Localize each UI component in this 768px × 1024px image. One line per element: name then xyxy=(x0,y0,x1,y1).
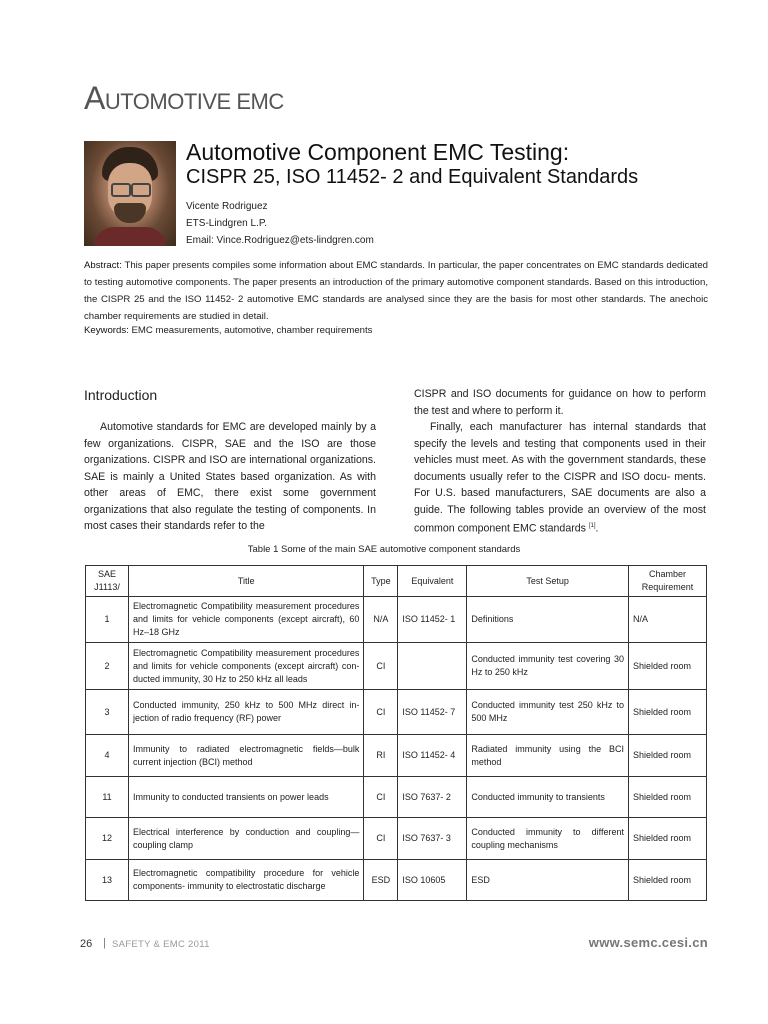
author-name: Vicente Rodriguez xyxy=(186,201,268,212)
abstract xyxy=(84,257,708,325)
col-header-equivalent: Equivalent xyxy=(398,566,467,597)
keywords-text: EMC measurements, automotive, chamber requirements xyxy=(128,325,373,336)
col-header-type: Type xyxy=(364,566,398,597)
cell-setup: Conducted immunity to different coupling mechanisms xyxy=(467,818,629,860)
cell-chamber: Shielded room xyxy=(629,735,707,777)
col-header-title: Title xyxy=(128,566,363,597)
cell-setup: Conducted immunity test 250 kHz to 500 MHz xyxy=(467,690,629,735)
table-row xyxy=(86,860,707,901)
cell-chamber: Shielded room xyxy=(629,777,707,818)
table-row xyxy=(86,597,707,643)
cell-equivalent: ISO 7637- 2 xyxy=(398,777,467,818)
table-row xyxy=(86,690,707,735)
cell-setup: ESD xyxy=(467,860,629,901)
cell-title: Electrical interference by conduction and coupling—coupling clamp xyxy=(128,818,363,860)
cell-setup: Definitions xyxy=(467,597,629,643)
paragraph: Automotive standards for EMC are developed mainly by a few organizations. CISPR, SAE and the ISO are those organizations. CISPR and ISO are international organizations. SAE is mainly a United States based organization. As with other areas of EMC, there exist some government organizations that also regulate the testing of components. In most cases their standards refer to the xyxy=(84,421,376,532)
abstract-text: This paper presents compiles some information about EMC standards. In particular, the paper concentrates on EMC standards dedicated to testing automotive components. The paper presents an introduction of the primary automotive component standards. Based on this introduction, the CISPR 25 and the ISO 11452- 2 automotive EMC standards are analysed since they are the basis for most other standards. The anechoic chamber requirements are studied in detail. xyxy=(84,260,708,322)
cell-type: ESD xyxy=(364,860,398,901)
cell-type: N/A xyxy=(364,597,398,643)
table-row xyxy=(86,777,707,818)
keywords xyxy=(84,322,708,339)
keywords-label: Keywords: xyxy=(84,325,129,336)
col-header-setup: Test Setup xyxy=(467,566,629,597)
cell-equivalent: ISO 11452- 4 xyxy=(398,735,467,777)
col-header-sae: SAE J1113/ xyxy=(86,566,129,597)
cell-type: CI xyxy=(364,818,398,860)
cell-sae: 4 xyxy=(86,735,129,777)
journal-name: SAFETY & EMC 2011 xyxy=(112,939,210,950)
cell-sae: 2 xyxy=(86,643,129,690)
paper-subtitle: CISPR 25, ISO 11452- 2 and Equivalent Standards xyxy=(186,166,639,188)
journal-url: www.semc.cesi.cn xyxy=(588,935,708,950)
cell-title: Immunity to conducted transients on power leads xyxy=(128,777,363,818)
cell-equivalent: ISO 10605 xyxy=(398,860,467,901)
table-row xyxy=(86,735,707,777)
cell-type: CI xyxy=(364,643,398,690)
cell-chamber: N/A xyxy=(629,597,707,643)
author-org: ETS-Lindgren L.P. xyxy=(186,218,267,229)
author-photo xyxy=(84,141,176,246)
cell-chamber: Shielded room xyxy=(629,860,707,901)
standards-table xyxy=(85,565,707,901)
cell-sae: 12 xyxy=(86,818,129,860)
cell-title: Electromagnetic Compatibility measurement procedures and limits for vehicle components (except aircraft), 60 Hz–18 GHz xyxy=(128,597,363,643)
citation: [1] xyxy=(588,523,596,529)
cell-type: CI xyxy=(364,777,398,818)
cell-setup: Conducted immunity test covering 30 Hz to 250 kHz xyxy=(467,643,629,690)
cell-equivalent xyxy=(398,643,467,690)
cell-equivalent: ISO 7637- 3 xyxy=(398,818,467,860)
cell-title: Conducted immunity, 250 kHz to 500 MHz direct in- jection of radio frequency (RF) power xyxy=(128,690,363,735)
paragraph: CISPR and ISO documents for guidance on how to perform the test and where to perform it. xyxy=(414,388,706,417)
cell-sae: 3 xyxy=(86,690,129,735)
section-heading: AUTOMOTIVE EMC xyxy=(84,80,284,116)
introduction-heading: Introduction xyxy=(84,387,158,403)
paragraph: Finally, each manufacturer has internal standards that specify the levels and testing that components used in their vehicles must meet. As with the government standards, these documents usually refer to the CISPR and ISO docu- ments. For U.S. based manufacturers, SAE documents are also a guide. The following tables provide an overview of the most common component EMC standards [1]. xyxy=(414,421,706,535)
cell-type: CI xyxy=(364,690,398,735)
footer-separator: | xyxy=(103,937,106,949)
table-header-row xyxy=(86,566,707,597)
cell-title: Electromagnetic Compatibility measurement procedures and limits for vehicle components (except aircraft) con- ducted immunity, 30 Hz to 250 kHz all leads xyxy=(128,643,363,690)
abstract-label: Abstract: xyxy=(84,260,122,271)
cell-chamber: Shielded room xyxy=(629,690,707,735)
cell-equivalent: ISO 11452- 1 xyxy=(398,597,467,643)
cell-title: Immunity to radiated electromagnetic fields—bulk current injection (BCI) method xyxy=(128,735,363,777)
cell-chamber: Shielded room xyxy=(629,643,707,690)
paper-title: Automotive Component EMC Testing: xyxy=(186,139,570,165)
author-email: Email: Vince.Rodriguez@ets-lindgren.com xyxy=(186,235,374,246)
cell-equivalent: ISO 11452- 7 xyxy=(398,690,467,735)
cell-title: Electromagnetic compatibility procedure for vehicle components- immunity to electrostatic discharge xyxy=(128,860,363,901)
body-column-right xyxy=(414,386,706,537)
table-row xyxy=(86,818,707,860)
table-row xyxy=(86,643,707,690)
cell-sae: 13 xyxy=(86,860,129,901)
col-header-chamber: Chamber Requirement xyxy=(629,566,707,597)
cell-type: RI xyxy=(364,735,398,777)
cell-setup: Radiated immunity using the BCI method xyxy=(467,735,629,777)
body-column-left xyxy=(84,419,376,535)
table-caption: Table 1 Some of the main SAE automotive component standards xyxy=(247,544,521,555)
cell-sae: 1 xyxy=(86,597,129,643)
cell-chamber: Shielded room xyxy=(629,818,707,860)
cell-setup: Conducted immunity to transients xyxy=(467,777,629,818)
page-number: 26 xyxy=(80,938,93,950)
cell-sae: 11 xyxy=(86,777,129,818)
